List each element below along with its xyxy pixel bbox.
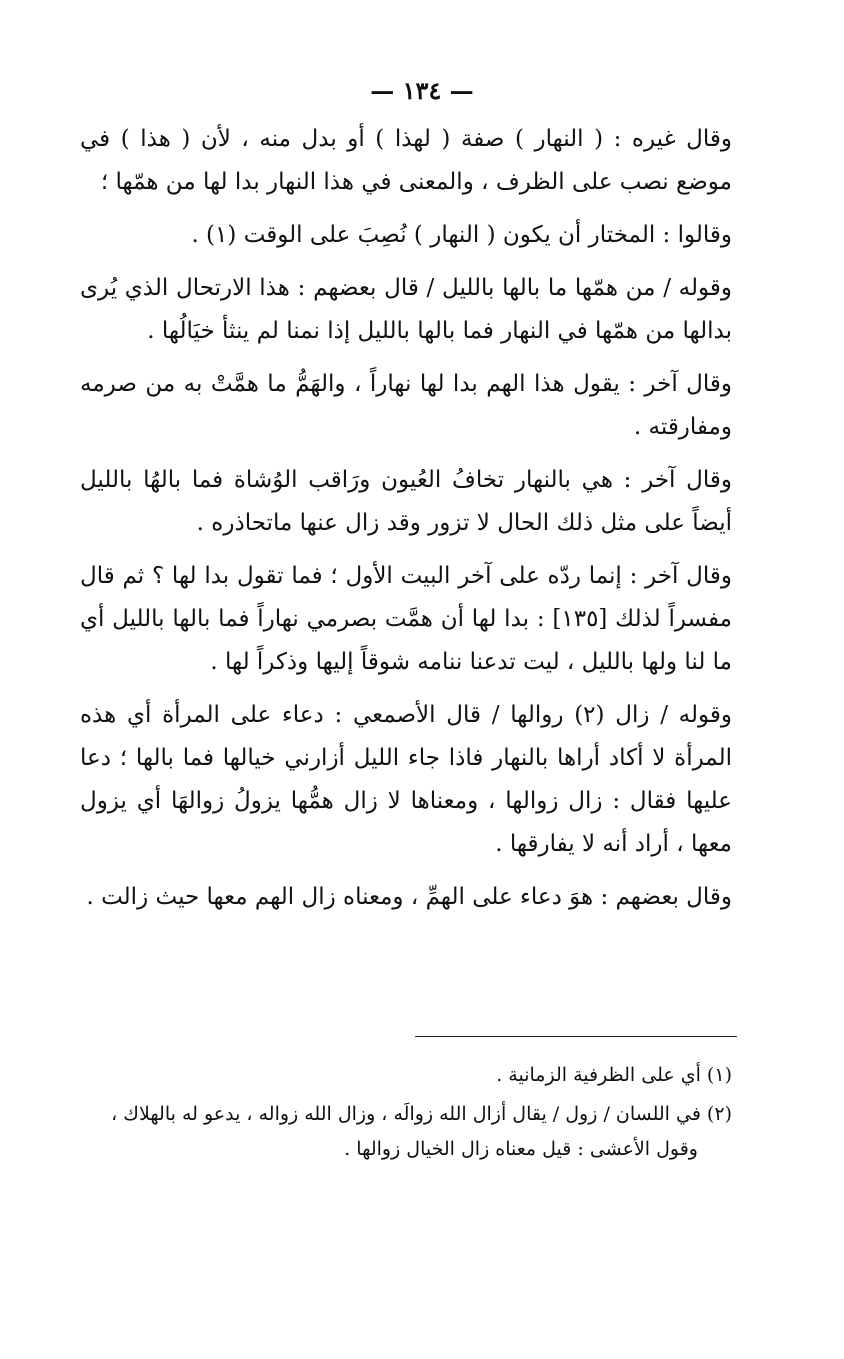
paragraph-6: وقال آخر : إنما ردّه على آخر البيت الأول ؛ فما تقول بدا لها ؟ ثم قال مفسراً لذلك [١٣٥] : بدا لها أن همَّت بصرمي نهاراً فما بالها بالليل أي ما لنا ولها بالليل ، ليت تدعنا ننامه شوقاً إليها وذكراً لها . <box>80 563 733 675</box>
paragraph-7: وقوله / زال (٢) روالها / قال الأصمعي : دعاء على المرأة أي هذه المرأة لا أكاد أراها بالنهار فاذا جاء الليل أزارني خيالها فما بالها ؛ دعا عليها فقال : زال زوالها ، ومعناها لا زال همُّها يزولُ زوالهَا أي يزول معها ، أراد أنه لا يفارقها . <box>80 702 733 857</box>
footnotes <box>80 1058 732 1171</box>
body-text <box>80 118 732 929</box>
paragraph-1: وقال غيره : ( النهار ) صفة ( لهذا ) أو بدل منه ، لأن ( هذا ) في موضع نصب على الظرف ، والمعنى في هذا النهار بدا لها من همّها ؛ <box>80 126 732 195</box>
paragraph-5: وقال آخر : هي بالنهار تخافُ العُيون ورَاقب الوُشاة فما بالهُا بالليل أيضاً على مثل ذلك الحال لا تزور وقد زال عنها ماتحاذره . <box>80 467 732 536</box>
footnote-2-text: (٢) في اللسان / زول / يقال أزال الله زوالَه ، وزال الله زواله ، يدعو له بالهلاك ، <box>111 1103 732 1125</box>
page-number: — ١٣٤ — <box>370 76 474 105</box>
paragraph-3: وقوله / من همّها ما بالها بالليل / قال بعضهم : هذا الارتحال الذي يُرى بدالها من همّها في النهار فما بالها بالليل إذا نمنا لم ينثأ خيَالُها . <box>80 275 732 344</box>
footnote-1 <box>80 1058 732 1093</box>
paragraph-4: وقال آخر : يقول هذا الهم بدا لها نهاراً ، والهَمُّ ما همَّتْ به من صرمه ومفارقته . <box>80 371 732 440</box>
footnote-1-text: (١) أي على الظرفية الزمانية . <box>496 1064 732 1086</box>
footnote-separator <box>415 1036 737 1037</box>
footnote-2 <box>80 1097 732 1167</box>
footnote-2-continuation: وقول الأعشى : قيل معناه زال الخيال زوالها . <box>344 1138 698 1160</box>
paragraph-8: وقال بعضهم : هوَ دعاء على الهمِّ ، ومعناه زال الهم معها حيث زالت . <box>86 884 732 910</box>
paragraph-2: وقالوا : المختار أن يكون ( النهار ) نُصِبَ على الوقت (١) . <box>191 222 732 248</box>
